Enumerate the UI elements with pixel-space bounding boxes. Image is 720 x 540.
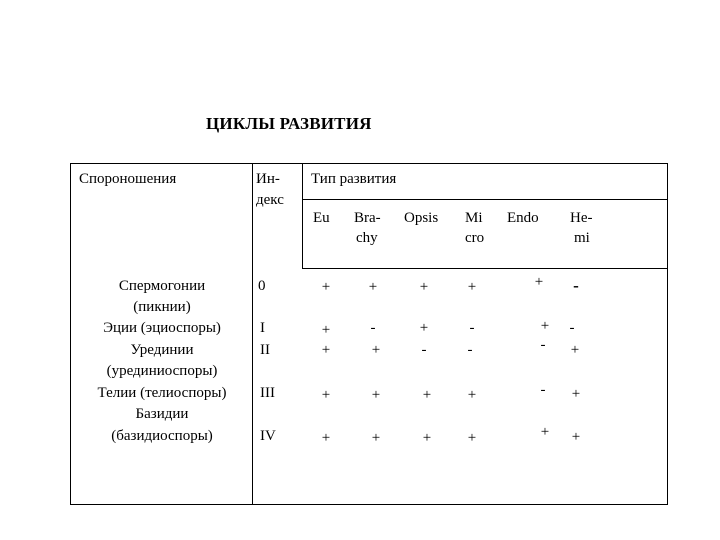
page-title: ЦИКЛЫ РАЗВИТИЯ (206, 114, 372, 133)
cell-spermogonia-opsis: + (419, 279, 429, 295)
cell-basidia-eu: + (321, 430, 331, 446)
cell-aecia-brachy: - (370, 320, 376, 336)
index-value-4: IV (260, 428, 276, 444)
header-opsis: Opsis (404, 210, 439, 226)
header-brachy-line1: Bra- (354, 210, 381, 226)
cell-telia-opsis: + (422, 387, 432, 403)
header-brachy-line2: chy (356, 230, 378, 246)
spore-label-uredinia: Урединии (130, 342, 194, 358)
cell-telia-brachy: + (371, 387, 381, 403)
index-value-3: III (260, 385, 275, 401)
cell-telia-hemi: + (571, 386, 581, 402)
cell-uredinia-opsis: - (421, 342, 427, 358)
spore-label-aecia: Эции (эциоспоры) (103, 320, 221, 336)
spore-label-basidia: Базидии (135, 406, 189, 422)
header-index-line2: декс (256, 192, 284, 208)
cell-telia-endo: - (540, 382, 546, 398)
divider-col-sporulation (252, 163, 253, 505)
header-sporulation: Спороношения (79, 171, 177, 187)
cell-spermogonia-endo: + (534, 274, 544, 290)
cell-aecia-micro: - (469, 320, 475, 336)
cell-basidia-brachy: + (371, 430, 381, 446)
cell-uredinia-eu: + (321, 342, 331, 358)
cell-uredinia-hemi: + (570, 342, 580, 358)
cell-aecia-hemi: - (569, 320, 575, 336)
spore-label-spermogonia: Спермогонии (118, 278, 206, 294)
index-value-0: 0 (258, 278, 266, 294)
cell-telia-eu: + (321, 387, 331, 403)
header-hemi-line1: He- (570, 210, 593, 226)
spore-label-telia: Телии (телиоспоры) (97, 385, 227, 401)
cell-spermogonia-eu: + (321, 279, 331, 295)
cell-basidia-hemi: + (571, 429, 581, 445)
spore-label-pycnia: (пикнии) (133, 299, 191, 315)
spore-label-urediniospores: (урединиоспоры) (106, 363, 218, 379)
index-value-1: I (260, 320, 265, 336)
cell-basidia-endo: + (540, 424, 550, 440)
cell-uredinia-micro: - (467, 342, 473, 358)
index-value-2: II (260, 342, 270, 358)
divider-col-index (302, 163, 303, 268)
cell-aecia-eu: + (321, 322, 331, 338)
header-micro-line2: cro (465, 230, 485, 246)
cell-uredinia-endo: - (540, 337, 546, 353)
divider-header-bottom (302, 268, 668, 269)
header-micro-line1: Mi (465, 210, 483, 226)
cell-spermogonia-micro: + (467, 279, 477, 295)
header-dev-type: Тип развития (311, 171, 397, 187)
spore-label-basidiospores: (базидиоспоры) (111, 428, 213, 444)
header-endo: Endo (507, 210, 539, 226)
cell-telia-micro: + (467, 387, 477, 403)
header-hemi-line2: mi (574, 230, 590, 246)
cell-basidia-micro: + (467, 430, 477, 446)
cell-aecia-opsis: + (419, 320, 429, 336)
cell-basidia-opsis: + (422, 430, 432, 446)
cell-aecia-endo: + (540, 318, 550, 334)
header-index-line1: Ин- (256, 171, 280, 187)
divider-subheader-top (302, 199, 668, 200)
header-eu: Eu (313, 210, 330, 226)
cell-spermogonia-brachy: + (368, 279, 378, 295)
cell-spermogonia-hemi: - (573, 276, 579, 295)
cell-uredinia-brachy: + (371, 342, 381, 358)
